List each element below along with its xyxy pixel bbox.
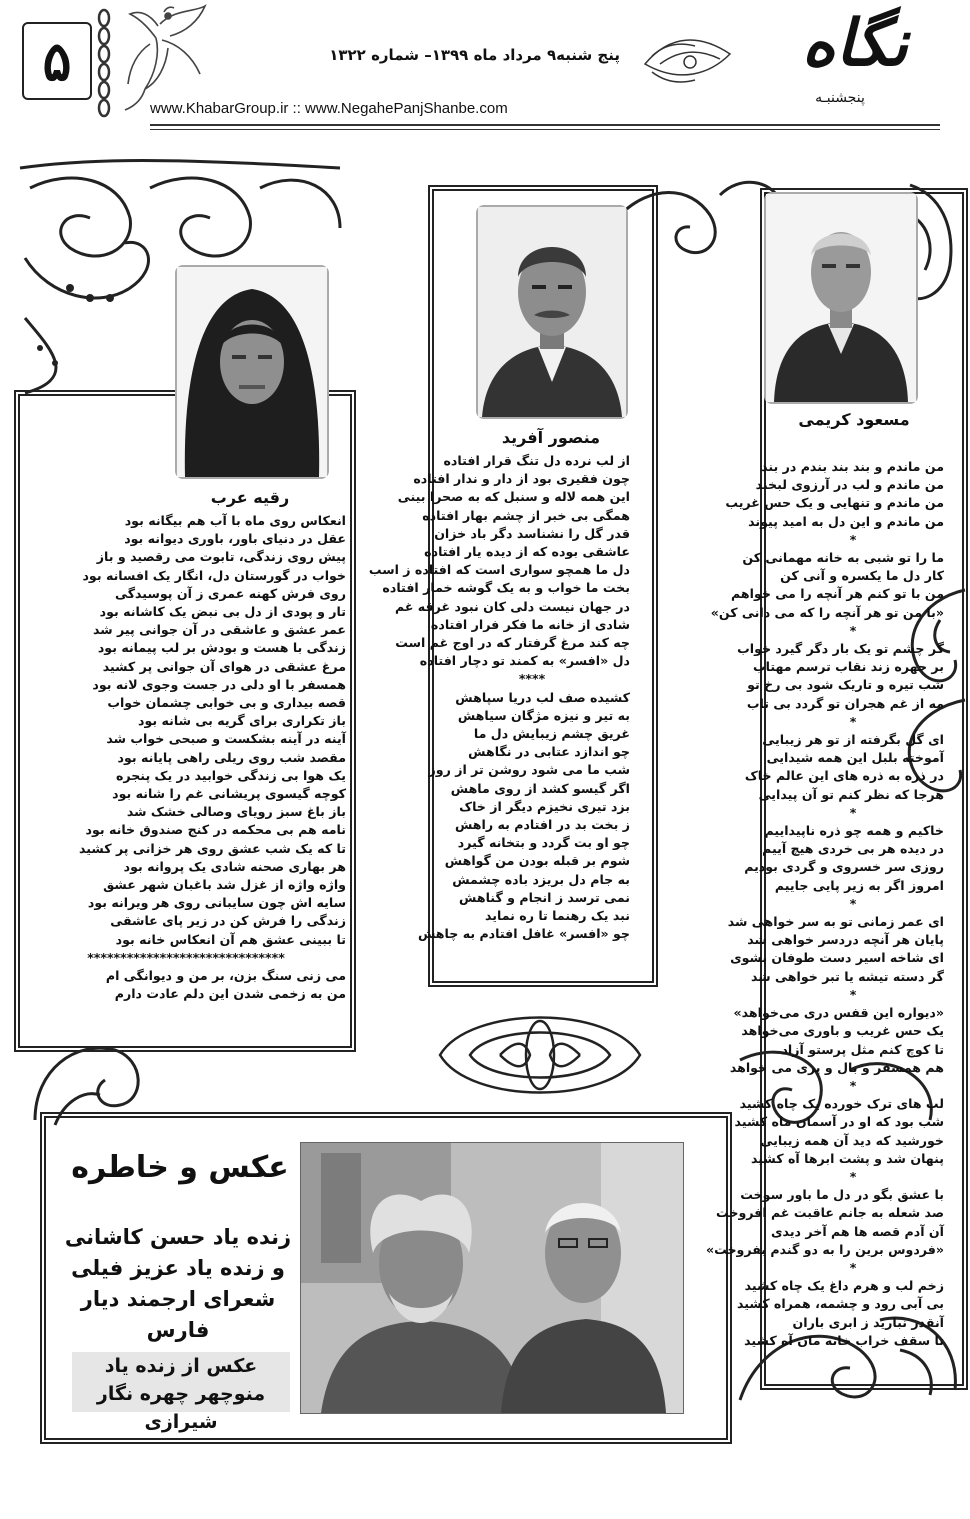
portrait-man-icon: [478, 207, 626, 417]
poem-line: ای شاخه اسیر دست طوفان بشوی: [730, 950, 944, 966]
poem-line: شب بود که او در آسمان ماه کشید: [734, 1114, 944, 1130]
poem-line: دل «افسر» به کمند تو دچار افتاده: [419, 653, 630, 669]
poem-line: تا که یک شب عشق روی هر خزانی پر کشید: [79, 840, 346, 856]
poem-line: مه از غم هجران تو گردد بی تاب: [746, 695, 944, 711]
poem-line: پنهان شد و پشت ابرها آه کشید: [751, 1150, 944, 1166]
poem-line: ما را تو شبی به خانه مهمانی کن: [742, 550, 944, 566]
feature-title: عکس و خاطره: [71, 1150, 289, 1185]
poem-line: امروز اگر به زیر پایی جاییم: [774, 877, 944, 893]
poem-line: *: [849, 531, 857, 547]
poem-line: *: [849, 986, 857, 1002]
poem-line: عمر عشق و عاشقی در آن جوانی پیر شد: [93, 622, 346, 638]
poem-line: گر دسته تیشه یا تبر خواهی شد: [751, 968, 944, 984]
poem-line: «فردوس برین را به دو گندم بفروخت»: [705, 1241, 944, 1257]
poem-line: به تیر و نیزه مژگان سیاهش: [457, 707, 630, 723]
poet-name-mansour-afarid: منصور آفرید: [501, 428, 601, 447]
poem-line: قدر گل را نشناسد دگر باد خزان: [434, 525, 630, 541]
photo-credit-line: عکس از زنده یاد: [104, 1355, 258, 1377]
poem-line: من ماندم و تنهایی و یک حس غریب: [725, 495, 944, 511]
poem-line: واژه واژه از غزل شد باغبان شهر عشق: [103, 877, 346, 893]
feature-body-line: و زنده یاد عزیز فیلی: [71, 1256, 285, 1280]
poem-line: شب تیره و تاریک شود بی رخ تو: [747, 677, 944, 693]
header-rule: [150, 124, 940, 126]
poem-line: *: [849, 1077, 857, 1093]
poem-line: چه کند مرغ گرفتار که در اوج غم است: [395, 635, 630, 651]
ornament-center-medallion: [430, 995, 650, 1115]
poet-photo-mansour-afarid: [476, 205, 628, 419]
poem-line: ای گل بگرفته از تو هر زیبایی: [762, 732, 944, 748]
feature-body: [62, 1222, 294, 1346]
poem-line: خواب در گورستان دل، انگار یک افسانه بود: [82, 567, 346, 583]
poem-line: صد شعله به جانم عاقبت غم افروخت: [716, 1205, 944, 1221]
poem-line: زندگی با هست و بودش بر لب پیمانه بود: [97, 640, 346, 656]
poem-line: می زنی سنگ بزن، بر من و دیوانگی ام: [105, 968, 346, 984]
poem-line: عاشقی بوده که از دیده یار افتاده: [424, 544, 630, 560]
poem-line: بی آبی رود و چشمه، همراه کشید: [736, 1296, 944, 1312]
poem-line: انعکاس روی ماه با آب هم بیگانه بود: [124, 513, 346, 528]
poem-line: قصه بیداری و بی خوابی چشمان خواب: [107, 695, 346, 711]
poem-line: همسفر با او دلی در جست وجوی لانه بود: [92, 676, 346, 692]
issue-date-line: پنج شنبه۹ مرداد ماه ۱۳۹۹– شماره ۱۳۲۲: [329, 46, 620, 64]
poem-line: گر چشم تو یک بار دگر گیرد خواب: [737, 641, 944, 657]
poem-line: *: [849, 804, 857, 820]
poem-line: نامه هم بی محکمه در کنج صندوق خانه بود: [85, 822, 346, 838]
poem-line: غریق چشم زیبایش دل ما: [473, 726, 630, 742]
poem-line: هر بهاری صحنه شادی یک پروانه بود: [123, 858, 346, 874]
feature-body-line: زنده یاد حسن کاشانی: [64, 1225, 292, 1249]
poem-line: خاکیم و همه چو ذره ناپیداییم: [764, 823, 944, 839]
poem-line: باز تکراری برای گریه بی شانه بود: [138, 713, 346, 729]
poem-line: باز باغ سبز رویای وصالی خشک شد: [126, 804, 346, 820]
poem-line: بر چهره زند نقاب ترسم مهتاب: [752, 659, 944, 675]
poem-line: دل ما همچو سواری است که افتاده ز اسب: [368, 562, 630, 578]
photo-credit: [72, 1352, 290, 1433]
poet-photo-masoud-karimi: [764, 192, 918, 404]
poem-line: کشیده صف لب دریا سپاهش: [455, 689, 630, 705]
poem-line: «با من تو هر آنچه را که می دانی کن»: [710, 604, 944, 620]
poem-line: کار دل ما یکسره و آنی کن: [780, 568, 944, 584]
poem-line: به جام دل بریزد باده چشمش: [452, 871, 630, 887]
portrait-woman-icon: [177, 267, 327, 477]
poem-line: شادی از خانه ما فکر فرار افتاده: [430, 616, 630, 632]
poem-line: پایان هر آنچه دردسر خواهی شد: [747, 932, 944, 948]
poem-line: من ماندم و این دل به امید پیوند: [748, 513, 944, 529]
poem-line: پیش روی زندگی، تابوت می رقصید و باز: [96, 549, 346, 565]
poem-line: من به زخمی شدن این دلم عادت دارم: [114, 986, 346, 1002]
poem-line: روی فرش کهنه عمری ز آن پوسیدگی: [114, 585, 346, 601]
poem-line: *: [849, 622, 857, 638]
website-urls[interactable]: www.KhabarGroup.ir :: www.NegahePanjShanbe.com: [150, 100, 508, 117]
poem-line: مرغ عشقی در هوای آن جوانی پر کشید: [102, 658, 346, 674]
poem-line: زخم لب و هرم داغ یک چاه کشید: [744, 1278, 944, 1294]
poem-line: ای عمر زمانی تو به سر خواهی شد: [727, 914, 944, 930]
poem-line: تا سقف خراب خانه مان آه کشید: [744, 1332, 944, 1348]
poem-line: هرجا که نظر کنم تو آن پیدایی: [758, 786, 944, 802]
poem-line: تار و پودی از دل بی نبض یک کاشانه بود: [99, 604, 346, 620]
poem-line: *: [849, 895, 857, 911]
poem-line: در جهان نیست دلی کان نبود غرقه غم: [394, 598, 630, 614]
poem-line: بزد تیری نخیزم دیگر از خاک: [459, 798, 630, 814]
poem-line: چون فقیری بود از دار و ندار افتاده: [413, 471, 630, 487]
masthead-title: نگاه: [801, 6, 909, 81]
poet-name-masoud-karimi: مسعود کریمی: [798, 410, 910, 429]
poem-line: با عشق بگو در دل ما باور سوخت: [740, 1187, 944, 1203]
poem-line: ز بخت بد در افتادم به راهش: [454, 817, 630, 833]
poem-line: چو «افسر» غافل افتادم به چاهش: [417, 926, 630, 942]
poem-line: ******************************: [87, 949, 285, 965]
poem-line: خورشید که دید آن همه زیبایی: [760, 1132, 944, 1148]
poem-line: شوم بر قبله بودن من گواهش: [444, 853, 630, 869]
poem-line: یک حس غریب و باوری می‌خواهد: [741, 1023, 944, 1039]
poet-name-roghayeh-arab: رقیه عرب: [210, 488, 290, 507]
masthead-subtitle: پنجشنبـه: [815, 90, 865, 106]
poem-line: زندگی را فرش کن در زیر پای عاشقی: [110, 913, 346, 929]
poem-line: کوچه گیسوی پریشانی غم را شانه بود: [112, 786, 346, 802]
phoenix-bird-icon: [100, 4, 215, 114]
poem-line: نمی ترسد ز انجام و گناهش: [459, 889, 630, 905]
feature-body-line: شعرای ارجمند دیار: [80, 1287, 276, 1311]
poem-line: سایه اش چون سایبانی روی هر ویرانه بود: [87, 895, 346, 911]
poem-line: عقل در دنیای باور، باوری دیوانه بود: [124, 531, 346, 547]
portrait-man-icon: [766, 194, 916, 402]
poem-line: آینه در آینه بشکست و صبحی خواب شد: [106, 731, 346, 747]
photo-credit-line: منوچهر چهره نگار شیرازی: [96, 1383, 266, 1433]
poet-photo-roghayeh-arab: [175, 265, 329, 479]
poem-line: اگر گیسو کشد از روی ماهش: [450, 780, 630, 796]
poem-mansour-afarid: [368, 452, 630, 943]
feature-body-line: فارس: [146, 1318, 210, 1342]
poem-line: من ماندم و بند بند بندم در بند: [761, 459, 944, 474]
header-rule-thin: [150, 129, 940, 130]
poem-masoud-karimi: [705, 458, 944, 1350]
poem-line: آموخته بلبل این همه شیدایی: [766, 750, 944, 766]
poem-line: *: [849, 1168, 857, 1184]
poem-line: همگی بی خبر از چشم بهار افتاده: [422, 507, 630, 523]
poem-line: در دیده هر بی خردی هیچ آییم: [762, 841, 944, 857]
poem-line: تا کوچ کنم مثل پرستو آزاد: [781, 1041, 944, 1057]
poem-line: یک هوا بی زندگی خوابید در یک پنجره: [115, 767, 346, 783]
page-number: ۵: [22, 22, 92, 100]
poem-line: این همه لاله و سنبل که به صحرا بینی: [397, 489, 630, 505]
poem-line: آنقدر نبارید ز ابری باران: [792, 1314, 944, 1330]
poem-line: ****: [518, 671, 546, 687]
poem-line: مقصد شب روی ریلی راهی پایانه بود: [117, 749, 346, 765]
poem-line: *: [849, 1259, 857, 1275]
poem-line: چو او بت گردد و بتخانه گیرد: [457, 835, 630, 851]
poem-line: آن آدم قصه ها هم آخر دیدی: [771, 1223, 944, 1239]
two-men-photo-icon: [301, 1143, 683, 1413]
poem-line: لب های ترک خورده یک چاه کشید: [739, 1096, 944, 1112]
poem-line: «دیواره این قفس دری می‌خواهد»: [733, 1005, 944, 1021]
poem-line: نبد یک رهنما تا ره نماید: [484, 908, 630, 924]
poem-line: چو اندازد عتابی در نگاهش: [468, 744, 630, 760]
poem-line: در ذره به ذره های این عالم خاک: [744, 768, 944, 784]
poem-line: تا ببینی عشق هم آن انعکاس خانه بود: [115, 931, 346, 947]
poem-line: *: [849, 713, 857, 729]
memorial-photo: [300, 1142, 684, 1414]
poem-line: روزی سر خسروی و گردی بودیم: [744, 859, 944, 875]
poem-line: از لب نرده دل تنگ قرار افتاده: [443, 453, 630, 468]
poem-line: من با تو کنم هر آنچه را می خواهم: [731, 586, 944, 602]
poem-line: بخت ما خواب و به یک گوشه خمار افتاده: [382, 580, 630, 596]
poem-line: شب ما می شود روشن تر از روز: [428, 762, 630, 778]
poem-roghayeh-arab: [26, 512, 346, 1003]
poem-line: من ماندم و لب در آرزوی لبخند: [755, 477, 944, 493]
poem-line: هم همسفر و بال و پری می خواهد: [729, 1059, 944, 1075]
